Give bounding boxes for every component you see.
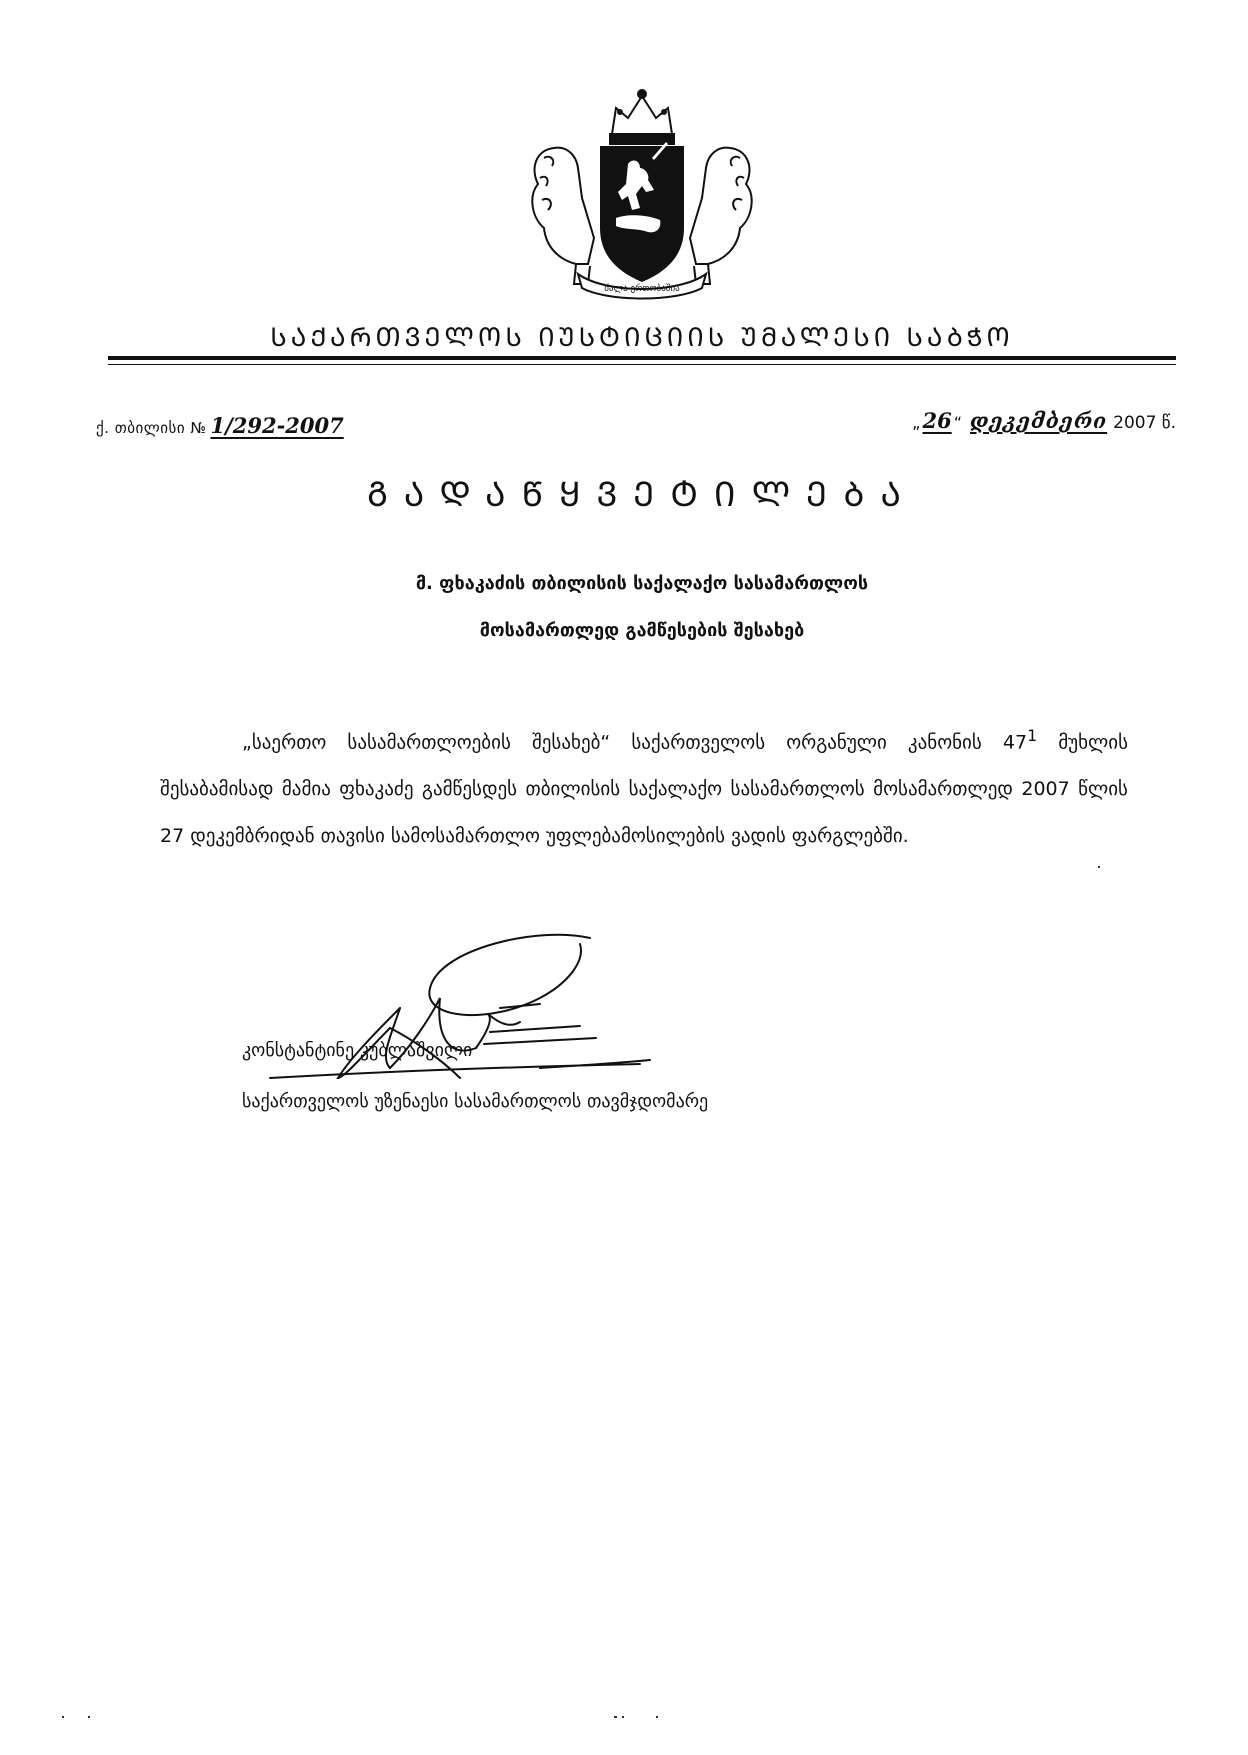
header-rule-thin: [108, 364, 1176, 365]
coat-of-arms-emblem: [516, 88, 768, 300]
subtitle-line-1: მ. ფხაკაძის თბილისის საქალაქო სასამართლოს: [415, 573, 869, 594]
subtitle-line-2: მოსამართლედ გამწესების შესახებ: [479, 620, 805, 641]
document-number: 1/292-2007: [210, 413, 344, 438]
institution-header: ᲡᲐᲥᲐᲠᲗᲕᲔᲚᲝᲡ ᲘᲣᲡᲢᲘᲪᲘᲘᲡ ᲣᲛᲐᲚᲔᲡᲘ ᲡᲐᲑᲭᲝ: [270, 323, 1014, 353]
scan-speck: [62, 1716, 64, 1718]
date-month: დეკემბერი: [970, 408, 1108, 433]
scan-speck: [656, 1716, 658, 1718]
paragraph-rest: მუხლის შესაბამისად მამია ფხაკაძე გამწესდეს თბილისის საქალაქო სასამართლოს მოსამართლედ 2007 წლის 27 დეკემბრიდან თავისი სამოსამართლო უფლებამოსილების ვადის ფარგლებში.: [160, 731, 1128, 848]
motto-text: ძალა ერთობაშია: [604, 284, 680, 294]
scan-speck: [1098, 866, 1100, 868]
date-quote-close: “: [953, 413, 962, 432]
document-title: ᲒᲐᲓᲐᲬᲧᲕᲔᲢᲘᲚᲔᲑᲐ: [367, 475, 917, 515]
date-year: 2007 წ.: [1113, 413, 1176, 433]
paragraph-main: „საერთო სასამართლოების შესახებ“ საქართველოს ორგანული კანონის 47: [242, 731, 1028, 754]
place-label: ქ. თბილისი №: [96, 419, 207, 437]
handwritten-signature: [240, 928, 720, 1108]
date-quote-open: „: [912, 413, 921, 432]
scan-speck: [622, 1716, 624, 1718]
scan-speck: [614, 1716, 617, 1718]
date-day: 26: [922, 408, 952, 433]
place-number-line: [96, 413, 344, 438]
signatory-name: კონსტანტინე კუბლაშვილი: [242, 1040, 473, 1061]
header-rule-thick: [108, 356, 1176, 360]
scan-speck: [88, 1716, 90, 1718]
article-superscript: 1: [1027, 726, 1038, 745]
decision-paragraph: [160, 712, 1128, 860]
document-date: [912, 408, 1176, 433]
signatory-title: საქართველოს უზენაესი სასამართლოს თავმჯდომარე: [242, 1091, 709, 1112]
document-subtitle: [108, 560, 1176, 654]
